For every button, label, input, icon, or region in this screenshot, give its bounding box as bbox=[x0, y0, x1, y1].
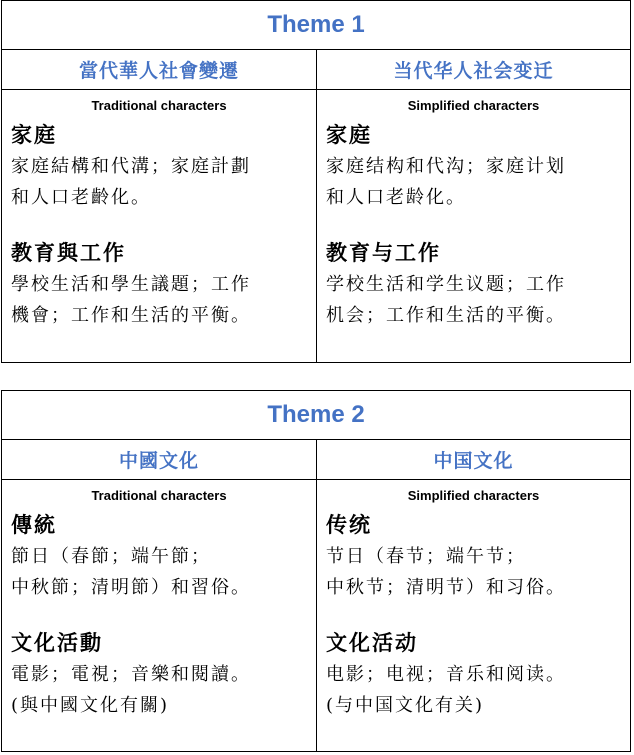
simplified-column bbox=[316, 440, 630, 751]
traditional-column bbox=[2, 440, 316, 751]
section-body: 學校生活和學生議題；工作 機會；工作和生活的平衡。 bbox=[11, 274, 251, 326]
column-heading: 中国文化 bbox=[317, 440, 630, 480]
column-content bbox=[2, 119, 316, 331]
section-title: 教育与工作 bbox=[326, 240, 441, 265]
theme-1-table bbox=[1, 0, 631, 363]
section-title: 傳統 bbox=[11, 512, 57, 537]
simplified-column bbox=[316, 50, 630, 362]
theme-columns bbox=[2, 440, 630, 751]
section-body: 节日（春节；端午节； 中秋节；清明节）和习俗。 bbox=[326, 546, 566, 598]
theme-title: Theme 1 bbox=[2, 1, 630, 50]
script-label: Traditional characters bbox=[91, 98, 227, 113]
theme-columns bbox=[2, 50, 630, 362]
section-body: 家庭結構和代溝；家庭計劃 和人口老齡化。 bbox=[11, 156, 251, 208]
section-title: 文化活动 bbox=[326, 630, 418, 655]
theme-2-table bbox=[1, 390, 631, 752]
theme-title: Theme 2 bbox=[2, 391, 630, 440]
section-body: 电影；电视；音乐和阅读。 (与中国文化有关) bbox=[326, 664, 566, 716]
column-heading: 中國文化 bbox=[2, 440, 316, 480]
script-label: Traditional characters bbox=[91, 488, 227, 503]
column-heading: 当代华人社会变迁 bbox=[317, 50, 630, 90]
section-title: 文化活動 bbox=[11, 630, 103, 655]
section-title: 家庭 bbox=[326, 122, 372, 147]
section-body: 学校生活和学生议题；工作 机会；工作和生活的平衡。 bbox=[326, 274, 566, 326]
column-heading: 當代華人社會變遷 bbox=[2, 50, 316, 90]
traditional-column bbox=[2, 50, 316, 362]
column-content bbox=[317, 509, 630, 721]
column-content bbox=[317, 119, 630, 331]
script-label: Simplified characters bbox=[407, 98, 540, 113]
section-title: 家庭 bbox=[11, 122, 57, 147]
section-body: 家庭结构和代沟；家庭计划 和人口老龄化。 bbox=[326, 156, 566, 208]
script-label: Simplified characters bbox=[407, 488, 540, 503]
section-title: 教育與工作 bbox=[11, 240, 126, 265]
section-body: 節日（春節；端午節； 中秋節；清明節）和習俗。 bbox=[11, 546, 251, 598]
section-title: 传统 bbox=[326, 512, 372, 537]
column-content bbox=[2, 509, 316, 721]
section-body: 電影；電視；音樂和閱讀。 (與中國文化有關) bbox=[11, 664, 251, 716]
